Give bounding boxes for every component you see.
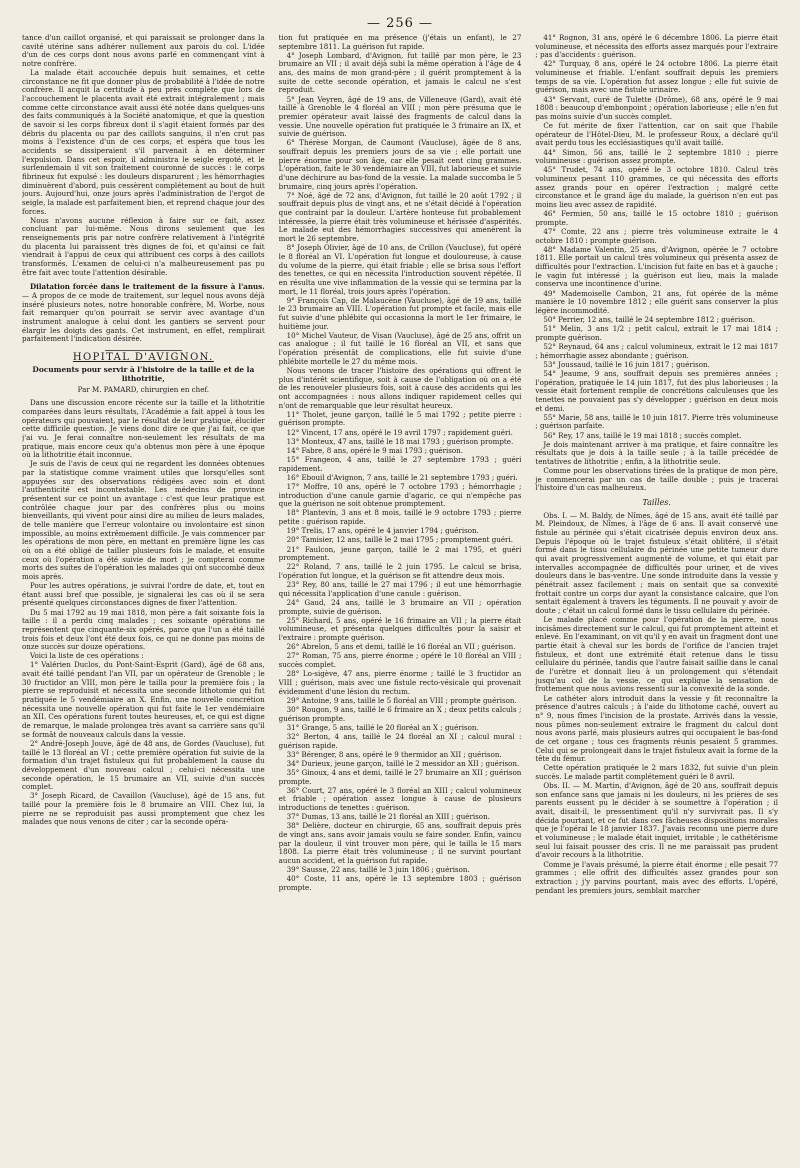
article-byline: Par M. PAMARD, chirurgien en chef. (77, 384, 210, 394)
paragraph: Du 5 mai 1792 au 19 mai 1818, mon père a fait soixante fois la taille : il a perdu cinq malades ; ces soixante opérations ne représentent que cinquante-six opérés, parce que l'un a été taillé trois fois et deux l'ont été deux fois, ce qui ne donne pas moins de onze succès sur douze opérations. (22, 607, 265, 652)
list-item: 25° Richard, 5 ans, opéré le 16 frimaire an VII ; la pierre était volumineuse, et présenta quelques difficultés pour la saisir et l'extraire : prompte guérison. (278, 615, 522, 643)
paragraph: Cette opération pratiquée le 2 mars 1832, fut suivie d'un plein succès. Le malade partit complétement guéri le 8 avril. (535, 763, 778, 781)
list-item: 31° Grange, 5 ans, taillé le 20 floréal an X ; guérison. (286, 722, 479, 732)
list-item: 46° Fermien, 50 ans, taillé le 15 octobre 1810 ; guérison prompte. (535, 209, 778, 227)
list-item: 14° Fabre, 8 ans, opéré le 9 mai 1793 ; guérison. (286, 445, 464, 455)
column-right (535, 34, 778, 1158)
list-item: 19° Trelis, 17 ans, opéré le 4 janvier 1794 ; guérison. (286, 526, 479, 536)
paragraph: tion fut pratiquée en ma présence (j'étais un enfant), le 27 septembre 1811. La guérison fut rapide. (278, 34, 522, 51)
list-item: 44° Simon, 56 ans, taillé le 2 septembre 1810 ; pierre volumineuse : guérison assez prompte. (535, 147, 778, 166)
list-item: 35° Ginoux, 4 ans et demi, taillé le 27 brumaire an XII ; guérison prompte. (278, 767, 522, 786)
list-item: 53° Joussaud, taillé le 16 juin 1817 ; guérison. (543, 359, 710, 369)
list-item: 48° Madame Valentin, 25 ans, d'Avignon, opérée le 7 octobre 1811. Elle portait un calcul très volumineux qui présenta assez de difficultés pour l'extraction. L'incision fut faite en bas et à gauche ; le vagin fut intéressé ; la guérison eut lieu, mais la malade conserva une incontinence d'urine. (535, 244, 778, 289)
list-item: 21° Faulcon, jeune garçon, taillé le 2 mai 1795, et guéri promptement. (278, 544, 522, 563)
column-left (22, 34, 265, 1158)
list-item: 30° Rougon, 9 ans, taillé le 6 frimaire an X ; deux petits calculs ; guérison prompte. (278, 704, 522, 723)
list-item: 26° Abrelon, 5 ans et demi, taillé le 16 floréal an VII ; guérison. (286, 642, 516, 652)
list-item: 29° Antoine, 9 ans, taillé le 5 floréal an VIII ; prompte guérison. (286, 695, 517, 705)
list-item: 27° Roman, 75 ans, pierre énorme ; opéré le 10 floréal an VIII ; succès complet. (278, 651, 522, 670)
paragraph: Le cathéter alors introduit dans la vessie y fit reconnaître la présence d'autres calculs ; à l'aide du lithotome caché, ouvert au n° 9, nous fîmes l'incision de la prostate. Arrivés dans la vessie, nous pûmes non-seulement extraire le fragment du calcul dont nous avons parlé, mais plusieurs autres qui occupaient le bas-fond de cet organe ; tous ces fragments réunis pesaient 5 grammes. Celui qui se prolongeait dans le trajet fistuleux avait la forme de la tête du fémur. (535, 693, 778, 764)
list-item: 11° Tholet, jeune garçon, taillé le 5 mai 1792 ; petite pierre : guérison prompte. (278, 409, 522, 428)
list-item: 5° Jean Veyren, âgé de 19 ans, de Villeneuve (Gard), avait été taillé à Grenoble le 4 floréal an VIII ; mon père présuma que le premier opérateur avait laissé des fragments de calcul dans la vessie. Une nouvelle opération fut pratiquée le 3 frimaire an IX, et suivie de guérison. (278, 94, 522, 139)
page-number: — 256 — (366, 16, 434, 31)
list-item: 18° Plantevin, 3 ans et 8 mois, taillé le 9 octobre 1793 ; pierre petite : guérison rapide. (278, 508, 522, 527)
list-item: 23° Rey, 80 ans, taillé le 27 mai 1796 ; il eut une hémorrhagie qui nécessita l'application d'une canule : guérison. (278, 580, 522, 598)
list-item: 20° Tamisier, 12 ans, taillé le 2 mai 1795 ; promptement guéri. (286, 535, 513, 545)
list-item: 39° Sausse, 22 ans, taillé le 3 juin 1806 ; guérison. (286, 865, 470, 875)
list-item: 38° Delière, docteur en chirurgie, 65 ans, souffrait depuis près de vingt ans, sans avoir jamais voulu se faire sonder. Enfin, vaincu par la douleur, il vint trouver mon père, qui le tailla le 15 mars 1808. La pierre était très volumineuse ; il ne survint pourtant aucun accident, et la guérison fut rapide. (278, 821, 522, 866)
list-item: 4° Joseph Lombard, d'Avignon, fut taillé par mon père, le 23 brumaire an VII ; il avait déjà subi la même opération à l'âge de 4 ans, des mains de mon grand-père ; il guérit promptement à la suite de cette seconde opération, et jamais le calcul ne s'est reproduit. (278, 50, 522, 95)
paragraph: Le malade placé comme pour l'opération de la pierre, nous incisâmes directement sur le calcul, qui fut promptement atteint et enlevé. En l'examinant, on vit qu'il y en avait un fragment dont une partie était à cheval sur les bords de l'orifice de l'ancien trajet fistuleux, et dont une extrémité était retenue dans le tissu cellulaire du périnée, tandis que l'autre faisait saillie dans le canal de l'urètre et donnait lieu à un prolongement qui s'étendait jusqu'au col de la vessie, ce qui explique la sensation de frottement que nous avions ressenti sur la convexité de la sonde. (535, 615, 778, 694)
list-item: 33° Bérenger, 8 ans, opéré le 9 thermidor an XII ; guérison. (286, 749, 502, 759)
list-item: 3° Joseph Ricard, de Cavaillon (Vaucluse), âgé de 15 ans, fut taillé pour la première fois le 8 brumaire an VIII. Chez lui, la pierre ne se reproduisit pas aussi promptement que chez les malades que nous venons de citer ; car la seconde opéra- (22, 791, 265, 827)
dilatation-heading: Dilatation forcée dans le traitement de la fissure à l'anus. (30, 282, 265, 292)
list-item: 6° Thérèse Morgan, de Caumont (Vaucluse), âgée de 8 ans, souffrait depuis les premiers jours de sa vie ; elle portait une pierre énorme pour son âge, car elle pesait cent cinq grammes. L'opération, faite le 30 vendémiaire an VIII, fut laborieuse et suivie d'une déchirure au bas-fond de la vessie. La malade succomba le 5 brumaire, cinq jours après l'opération. (278, 138, 522, 191)
list-item: 45° Trudet, 74 ans, opéré le 3 octobre 1810. Calcul très volumineux pesant 110 grammes, ce qui nécessita des efforts assez grands pour en opérer l'extraction ; malgré cette circonstance et le grand âge du malade, la guérison n'en eut pas moins lieu avec assez de rapidité. (535, 165, 778, 209)
list-item: 24° Gaud, 24 ans, taillé le 3 brumaire an VII ; opération prompte, suivie de guérison. (278, 598, 522, 616)
list-item: 28° Lo-sigève, 47 ans, pierre énorme ; taillé le 3 fructidor an VIII ; guérison, mais avec une fistule recto-vésicale qui provenait évidemment d'une lésion du rectum. (278, 669, 522, 696)
list-item: 47° Comte, 22 ans ; pierre très volumineuse extraite le 4 octobre 1810 : prompte guérison. (535, 226, 778, 245)
paragraph: Obs. II. — M. Martin, d'Avignon, âgé de 20 ans, souffrait depuis son enfance sans que jamais ni les douleurs, ni les prières de ses parents eussent pu le décider à se soumettre à l'opération ; il avait, disait-il, le pressentiment qu'il n'y survivrait pas. Il s'y décida pourtant, et ce fut dans ces fâcheuses dispositions morales que je l'opérai le 18 janvier 1837. J'avais reconnu une pierre dure et volumineuse ; le malade était inquiet, irritable ; le cathétérisme seul lui faisait pousser des cris. Il ne me paraissait pas prudent d'avoir recours à la lithotritie. (535, 781, 778, 860)
list-item: 13° Monteux, 47 ans, taillé le 18 mai 1793 ; guérison prompte. (286, 436, 514, 446)
paragraph: Nous venons de tracer l'histoire des opérations qui offrent le plus d'intérêt scientifique, soit à cause de l'obligation où on a été de les renouveler plusieurs fois, soit à cause des accidents qui les ont accompagnées : nous allons indiquer rapidement celles qui n'ont de remarquable que leur résultat heureux. (278, 365, 522, 410)
list-item: 2° André-Joseph Jouve, âgé de 48 ans, de Gordes (Vaucluse), fut taillé le 13 floréal an VI ; cette première opération fut suivie de la formation d'un trajet fistuleux qui fut probablement la cause du développement d'un nouveau calcul ; celui-ci nécessita une seconde opération, le 15 brumaire an VII, suivie d'un succès complet. (22, 738, 265, 792)
paragraph: Je dois maintenant arriver à ma pratique, et faire connaître les résultats que je dois à la taille seule ; à la taille précédée de tentatives de lithotritie ; enfin, à la lithotritie seule. (535, 439, 778, 466)
list-item: 7° Noé, âgé de 72 ans, d'Avignon, fut taillé le 20 août 1792 ; il souffrait depuis plus de vingt ans, et ne s'était décidé à l'opération que contraint par la douleur. L'artère honteuse fut probablement intéressée, la pierre était très volumineuse et hérissée d'aspérités. Le malade eut des hémorrhagies successives qui amenèrent la mort le 26 septembre. (278, 190, 522, 244)
list-item: 12° Vincent, 17 ans, opéré le 19 avril 1797 ; rapidement guéri. (286, 427, 513, 437)
list-item: 51° Melin, 3 ans 1/2 ; petit calcul, extrait le 17 mai 1814 ; prompte guérison. (535, 324, 778, 342)
dilatation-section (22, 283, 265, 344)
list-item: 49° Mademoiselle Cambon, 21 ans, fut opérée de la même manière le 10 novembre 1812 ; elle guérit sans conserver la plus légère incommodité. (535, 288, 778, 315)
list-item: 41° Rognon, 31 ans, opéré le 6 décembre 1806. La pierre était volumineuse, et nécessita des efforts assez marqués pour l'extraire ; pas d'accidents : guérison. (535, 34, 778, 60)
paragraph: Comme je l'avais présumé, la pierre était énorme ; elle pesait 77 grammes ; elle offrit des difficultés assez grandes pour son extraction ; j'y parvins pourtant, mais avec des efforts. L'opéré, pendant les premiers jours, semblait marcher (535, 859, 778, 895)
dilatation-text: — A propos de ce mode de traitement, sur lequel nous avons déjà inséré plusieurs notes, notre honorable confrère, M. Worbe, nous fait remarquer qu'on pourrait se servir avec avantage d'un instrument analogue à celui dont les gantiers se servent pour élargir les doigts des gants. Cet instrument, en effet, remplirait parfaitement l'indication désirée. (22, 291, 265, 344)
paragraph: Je suis de l'avis de ceux qui ne regardent les données obtenues par la statistique comme vraiment utiles que lorsqu'elles sont appuyées sur des observations rédigées avec soin et dont l'authenticité est incontestable. Les médecins de province présentent sur ce point un avantage : c'est que leur pratique est contrôlée chaque jour par des confrères plus ou moins bienveillants, qui vivent pour ainsi dire au milieu de leurs malades, de telle manière que l'erreur volontaire ou involontaire est sinon impossible, au moins extrêmement difficile. Je vais commencer par les opérations de mon père, en mettant en première ligne les cas où on a été obligé de tailler plusieurs fois le malade, et ensuite ceux où l'opération a été suivie de mort ; je compterai comme morts des suites de l'opération les malades qui ont succombé deux mois après. (22, 459, 265, 581)
paragraph: Voici la liste de ces opérations : (30, 651, 144, 661)
paragraph: Pour les autres opérations, je suivrai l'ordre de date, et, tout en étant aussi bref que possible, je signalerai les cas où il se sera présenté quelques circonstances dignes de fixer l'attention. (22, 581, 265, 608)
list-item: 9° François Cap, de Malaucène (Vaucluse), âgé de 19 ans, taillé le 23 brumaire an VIII. L'opération fut prompte et facile, mais elle fut suivie d'une phlébite qui occasionna la mort le 1er frimaire, le huitième jour. (278, 295, 522, 331)
list-item: 10° Michel Vauteur, de Visan (Vaucluse), âgé de 25 ans, offrit un cas analogue ; il fut taillé le 16 floréal an VII, et sans que l'opération présentât de complications, elle fut suivie d'une phlébite mortelle le 27 du même mois. (278, 330, 522, 366)
paragraph: Comme pour les observations tirées de la pratique de mon père, je commencerai par un cas de taille double ; puis je tracerai l'histoire d'un cas malheureux. (535, 466, 778, 493)
list-item: 17° Moffre, 10 ans, opéré le 7 octobre 1793 ; hémorrhagie ; introduction d'une canule garnie d'agaric, ce qui n'empêche pas que la guérison ne soit obtenue promptement. (278, 481, 522, 509)
list-item: 42° Turquay, 8 ans, opéré le 24 octobre 1806. La pierre était volumineuse et friable. L'enfant souffrait depuis les premiers temps de sa vie. L'opération fut assez longue ; elle fut suivie de guérison, mais avec une fistule urinaire. (535, 59, 778, 95)
list-item: 15° Frangeon, 4 ans, taillé le 27 septembre 1793 ; guéri rapidement. (278, 455, 522, 473)
list-item: 37° Dumas, 13 ans, taillé le 21 floréal an XIII ; guérison. (286, 812, 490, 822)
article-title: Documents pour servir à l'histoire de la taille et de la lithotritie, (32, 364, 255, 383)
list-item: 32° Berton, 4 ans, taillé le 24 floréal an XI ; calcul mural : guérison rapide. (278, 731, 522, 750)
list-item: 22° Roland, 7 ans, taillé le 2 juin 1795. Le calcul se brisa, l'opération fut longue, et la guérison se fit attendre deux mois. (278, 562, 522, 581)
list-item: 36° Court, 27 ans, opéré le 3 floréal an XIII ; calcul volumineux et friable ; opération assez longue à cause de plusieurs introductions de tenettes : guérison. (278, 785, 522, 813)
list-item: 34° Durieux, jeune garçon, taillé le 2 messidor an XII ; guérison. (286, 758, 520, 768)
paragraph: tance d'un caillot organisé, et qui paraissait se prolonger dans la cavité utérine sans adhérer nullement aux parois du col. L'idée d'un de ces corps dont nous avons parlé en commençant vint à notre confrère. (22, 34, 265, 68)
column-middle (279, 34, 522, 1158)
list-item: 56° Rey, 17 ans, taillé le 19 mai 1818 ; succès complet. (543, 430, 742, 440)
paragraph: Nous n'avons aucune réflexion à faire sur ce fait, assez concluant par lui-même. Nous dirons seulement que les renseignements pris par notre confrère relativement à l'intégrité du placenta lui paraissent très dignes de foi, et qu'ainsi ce fait viendrait à l'appui de ceux qui attribuent ces corps à des caillots transformés. L'examen de celui-ci n'a malheureusement pas pu être fait avec toute l'attention désirable. (22, 215, 265, 277)
list-item: 8° Joseph Olivier, âgé de 10 ans, de Crillon (Vaucluse), fut opéré le 8 floréal an VI. L'opération fut longue et douloureuse, à cause du volume de la pierre, qui était friable ; elle se brisa sous l'effort des tenettes, ce qui en nécessita l'introduction souvent répétée. Il en résulta une vive inflammation de la vessie qui se termina par la mort, le 11 floréal, trois jours après l'opération. (278, 243, 522, 296)
paragraph: La malade était accouchée depuis huit semaines, et cette circonstance ne fit que donner plus de probabilité à l'idée de notre confrère. Il acquit la certitude à peu près complète que lors de l'accouchement le placenta avait été extrait intégralement ; mais comme cette circonstance avait aussi été notée dans quelques-uns des faits communiqués à la Société anatomique, et que la question de savoir si les corps fibreux dont il s'agit étaient formés par des débris du placenta ou par des caillots sanguins, il n'en crut pas moins à l'existence d'un de ces corps, et espéra que tous les accidents se dissiperaient s'il parvenait à en déterminer l'expulsion. Dans cet espoir, il administra le seigle ergoté, et le surlendemain il vit son traitement couronné de succès : le corps fibrineux fut expulsé : les douleurs disparurent ; les hémorrhagies diminuèrent d'abord, puis cessèrent complétement au bout de huit jours. Aujourd'hui, onze jours après l'administration de l'ergot de seigle, la malade est parfaitement bien, et reprend chaque jour des forces. (22, 68, 265, 216)
text-columns (22, 34, 778, 1158)
list-item: 55° Marie, 58 ans, taillé le 10 juin 1817. Pierre très volumineuse ; guérison parfaite. (535, 412, 778, 431)
tailles-heading: Tailles. (642, 498, 671, 508)
list-item: 1° Valérien Duclos, du Pont-Saint-Esprit (Gard), âgé de 68 ans, avait été taillé pendant l'an VII, par un opérateur de Grenoble ; le 30 fructidor an VIII, mon père le tailla pour la première fois ; la pierre se reproduisit et nécessita une seconde lithotomie qui fut pratiquée le 5 vendémiaire an X. Enfin, une nouvelle concrétion nécessita une nouvelle opération qui fut faite le 1er vendémiaire an XII. Ces opérations furent toutes heureuses, et, ce qui est digne de remarque, le malade prolongea très avant sa carrière sans qu'il se formât de nouveaux calculs dans la vessie. (22, 660, 265, 739)
list-item: 50° Perrier, 12 ans, taillé le 24 septembre 1812 ; guérison. (543, 315, 755, 324)
list-item: 43° Servant, curé de Tulette (Drôme), 68 ans, opéré le 9 mai 1808 : beaucoup d'embonpoint ; opération laborieuse ; elle n'en fut pas moins suivie d'un succès complet. (535, 94, 778, 121)
section-divider (105, 350, 183, 351)
list-item: 16° Ebouil d'Avignon, 7 ans, taillé le 21 septembre 1793 ; guéri. (286, 472, 518, 482)
paragraph: Obs. I. — M. Baldy, de Nîmes, âgé de 15 ans, avait été taillé par M. Pleindoux, de Nîmes, à l'âge de 6 ans. Il avait conservé une fistule au périnée qui s'était cicatrisée depuis environ deux ans. Depuis l'époque où le trajet fistuleux s'était oblitéré, il s'était formé dans le tissu cellulaire du périnée une petite tumeur dure qui avait progressivement augmenté de volume, et qui était par intervalles accompagnée de difficultés pour uriner, et de vives douleurs dans le bas-ventre. Une sonde introduite dans la vessie y pénétrait assez facilement ; mais on sentait que sa convexité frottait contre un corps dur ayant la consistance calcaire, que l'on sentait également à travers les téguments. Il ne pouvait y avoir de doute ; c'était un calcul formé dans le tissu cellulaire du périnée. (535, 510, 778, 615)
hospital-heading: HOPITAL D'AVIGNON. (72, 351, 214, 363)
list-item: 54° Jeaume, 9 ans, souffrait depuis ses premières années ; l'opération, pratiquée le 14 juin 1817, fut des plus laborieuses ; la vessie était fortement remplie de concrétions calculeuses que les tenettes ne pouvaient pas s'y développer ; guérison en deux mois et demi. (535, 368, 778, 413)
paragraph: Ce fut mérite de fixer l'attention, car on sait que l'habile opérateur de l'Hôtel-Dieu, M. le professeur Roux, a déclaré qu'il avait perdu tous les ecclésiastiques qu'il avait taillé. (535, 121, 778, 148)
paragraph: Dans une discussion encore récente sur la taille et la lithotritie comparées dans leurs résultats, l'Académie a fait appel à tous les opérateurs qui pouvaient, par le résultat de leur pratique, élucider cette difficile question. Je viens donc dire ce que j'ai fait, ce que j'ai vu. Je ferai connaître non-seulement les résultats de ma pratique, mais encore ceux qu'a obtenus mon père à une époque où la lithotritie était inconnue. (22, 398, 265, 460)
list-item: 52° Reynaud, 64 ans ; calcul volumineux, extrait le 12 mai 1817 ; hémorrhagie assez abondante ; guérison. (535, 341, 778, 360)
list-item: 40° Coste, 11 ans, opéré le 13 septembre 1803 ; guérison prompte. (278, 874, 522, 892)
